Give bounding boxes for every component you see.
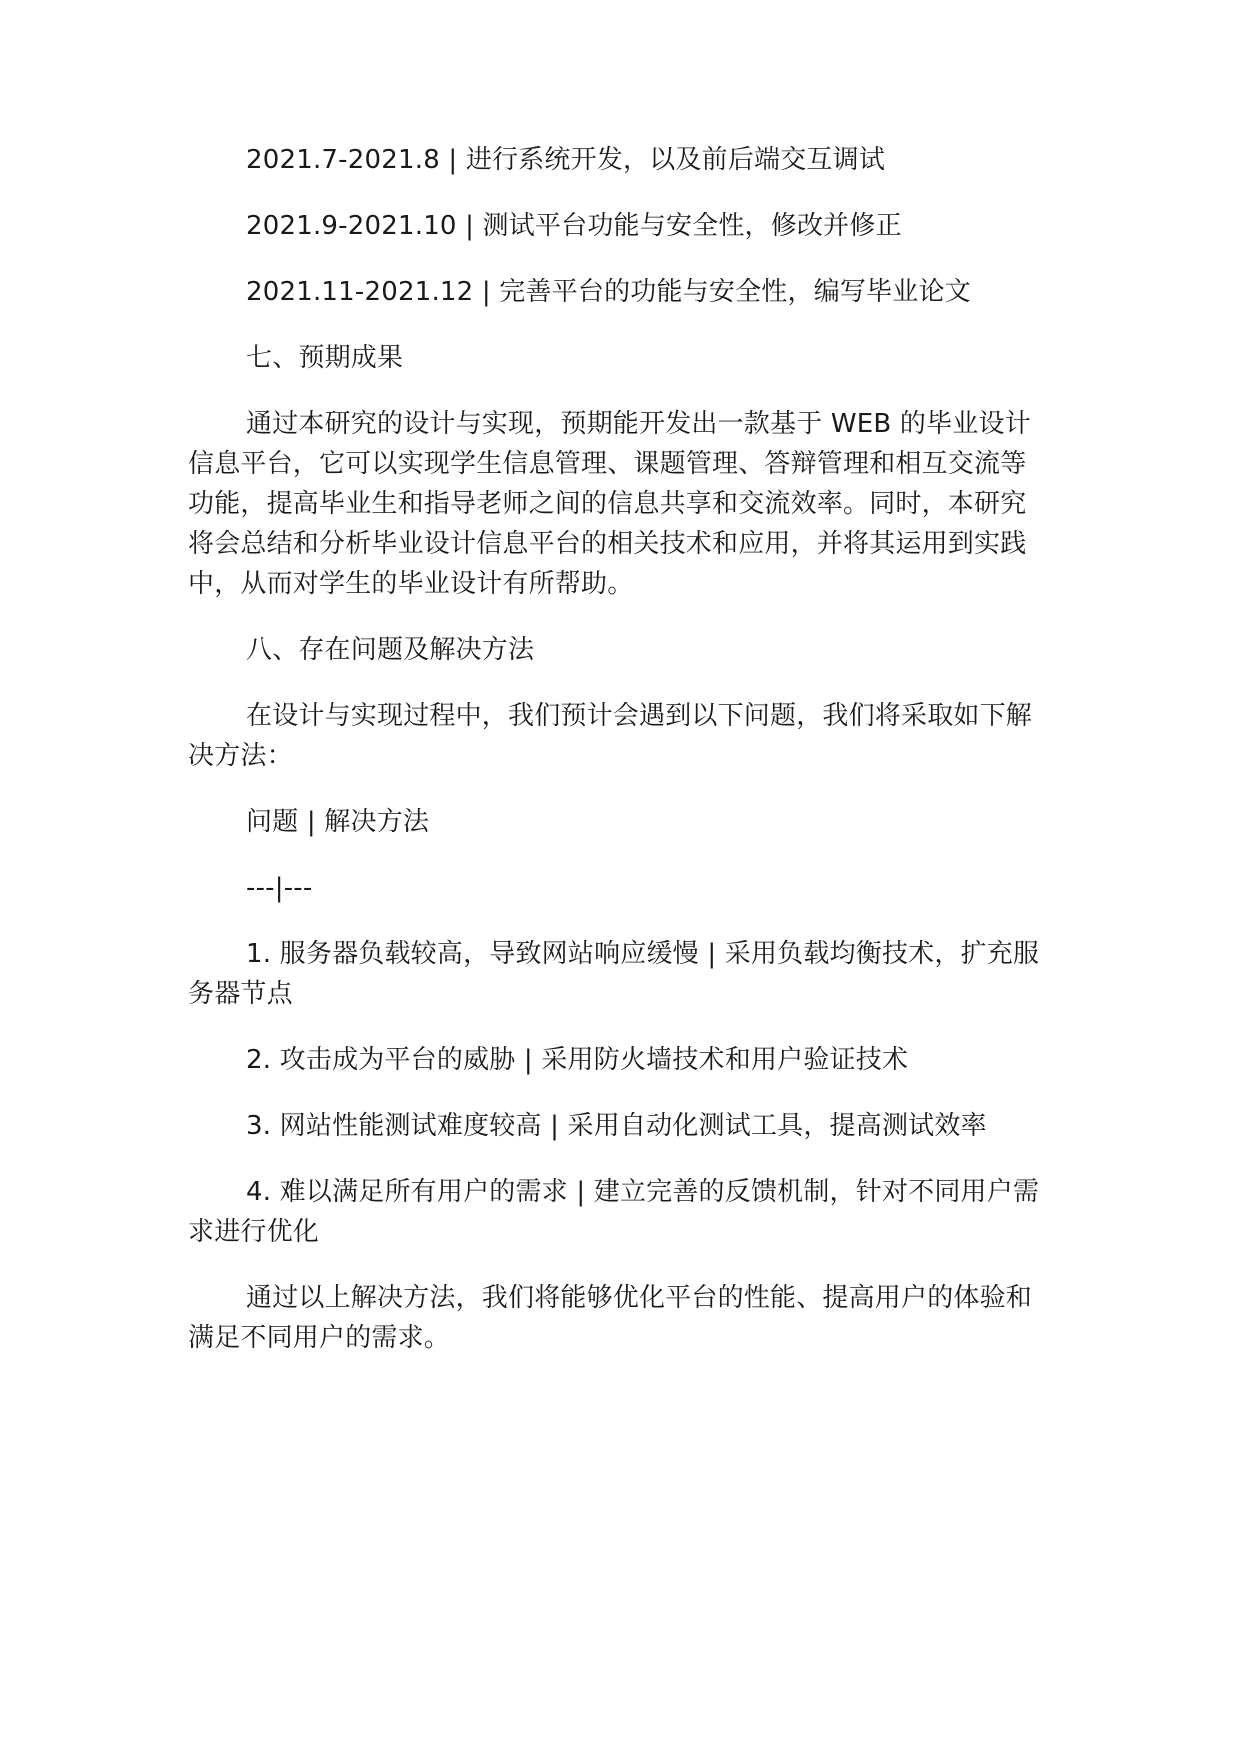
problem-item-4: 4. 难以满足所有用户的需求 | 建立完善的反馈机制，针对不同用户需求进行优化	[188, 1177, 1040, 1247]
table-separator-line: ---|---	[246, 873, 313, 903]
problem-item-3: 3. 网站性能测试难度较高 | 采用自动化测试工具，提高测试效率	[246, 1111, 987, 1141]
document-body	[188, 140, 1048, 1384]
schedule-line-2: 2021.9-2021.10 | 测试平台功能与安全性，修改并修正	[246, 211, 902, 241]
problem-item-2: 2. 攻击成为平台的威胁 | 采用防火墙技术和用户验证技术	[246, 1045, 909, 1075]
section-heading-expected-results: 七、预期成果	[246, 343, 404, 373]
table-header-line: 问题 | 解决方法	[246, 807, 430, 837]
schedule-line-3: 2021.11-2021.12 | 完善平台的功能与安全性，编写毕业论文	[246, 277, 971, 307]
expected-results-paragraph: 通过本研究的设计与实现，预期能开发出一款基于 WEB 的毕业设计信息平台，它可以实现学生信息管理、课题管理、答辩管理和相互交流等功能，提高毕业生和指导老师之间的信息共享和交流效率。同时，本研究将会总结和分析毕业设计信息平台的相关技术和应用，并将其运用到实践中，从而对学生的毕业设计有所帮助。	[188, 409, 1031, 599]
problem-item-1: 1. 服务器负载较高，导致网站响应缓慢 | 采用负载均衡技术，扩充服务器节点	[188, 939, 1040, 1009]
section-heading-problems-solutions: 八、存在问题及解决方法	[246, 635, 535, 665]
conclusion-paragraph: 通过以上解决方法，我们将能够优化平台的性能、提高用户的体验和满足不同用户的需求。	[188, 1283, 1033, 1353]
schedule-line-1: 2021.7-2021.8 | 进行系统开发，以及前后端交互调试	[246, 145, 886, 175]
problems-intro-paragraph: 在设计与实现过程中，我们预计会遇到以下问题，我们将采取如下解决方法：	[188, 701, 1033, 771]
